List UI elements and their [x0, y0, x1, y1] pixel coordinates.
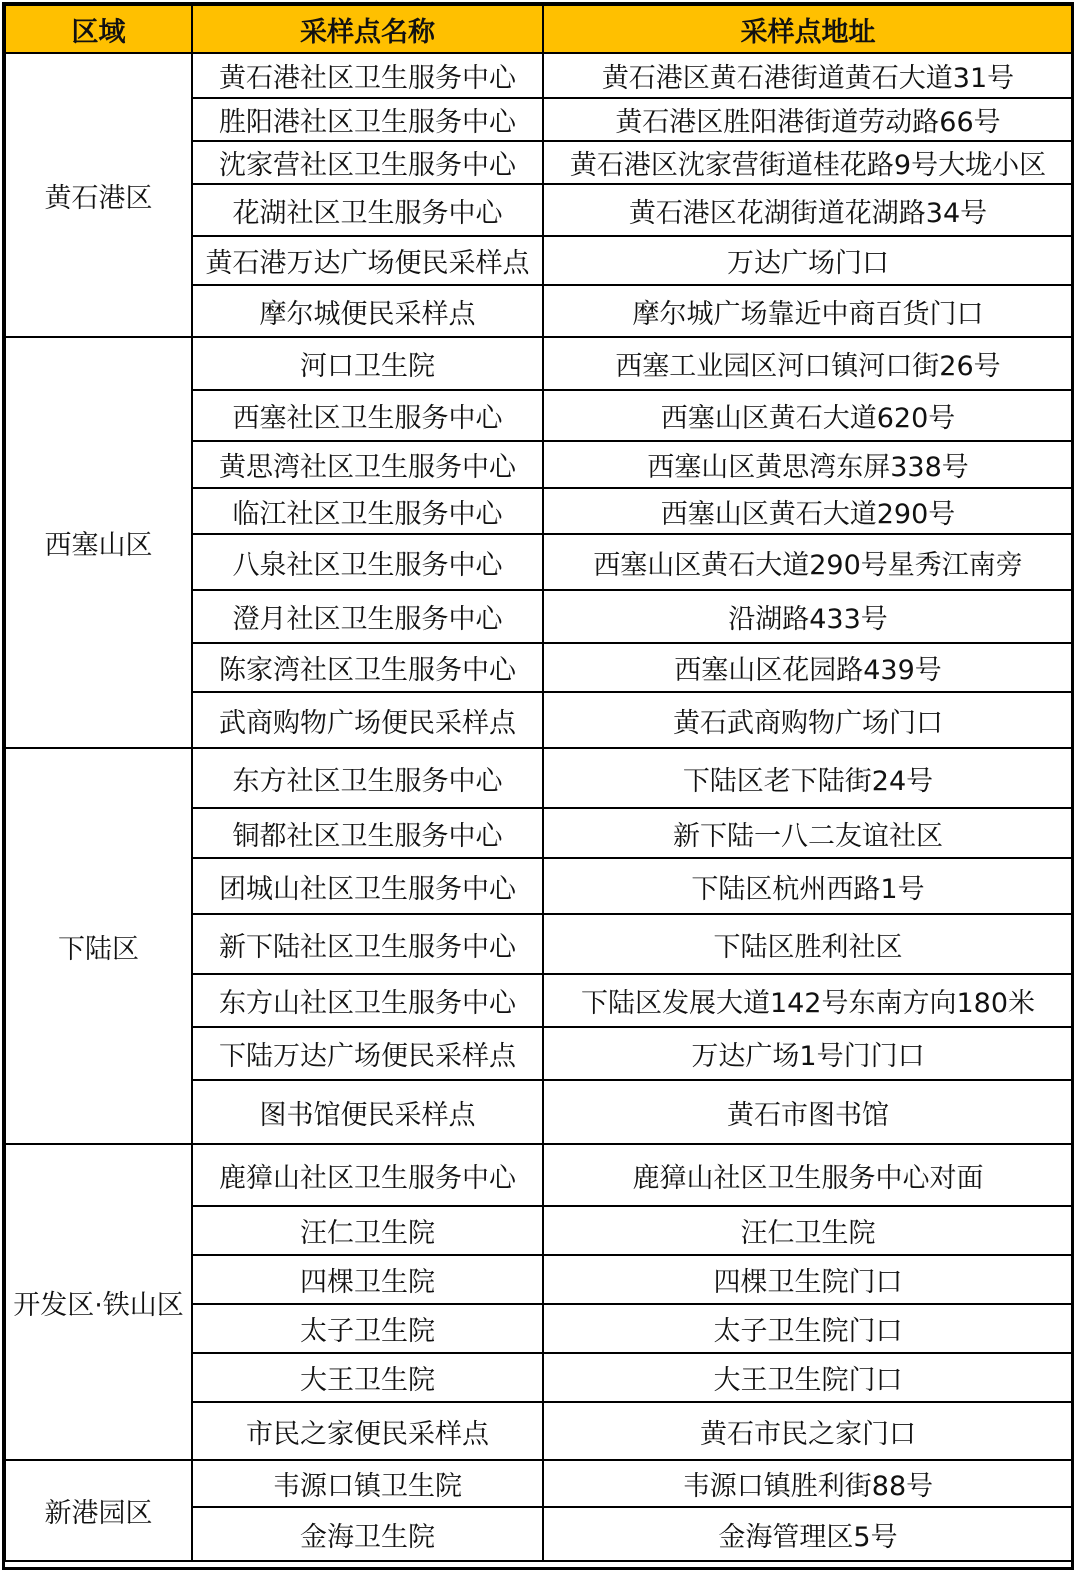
site-name-cell: 八泉社区卫生服务中心 — [192, 534, 543, 590]
site-name-cell: 胜阳港社区卫生服务中心 — [192, 98, 543, 141]
site-address-cell: 黄石港区黄石港街道黄石大道31号 — [543, 53, 1073, 98]
site-address-cell: 万达广场门口 — [543, 236, 1073, 285]
site-name-cell: 黄石港万达广场便民采样点 — [192, 236, 543, 285]
site-address-cell: 沿湖路433号 — [543, 590, 1073, 643]
site-address-cell: 万达广场1号门门口 — [543, 1027, 1073, 1080]
site-name-cell: 新下陆社区卫生服务中心 — [192, 914, 543, 974]
site-address-cell: 西塞山区花园路439号 — [543, 643, 1073, 692]
table-row — [5, 748, 1073, 808]
site-name-cell: 铜都社区卫生服务中心 — [192, 808, 543, 858]
district-cell: 黄石港区 — [5, 53, 192, 337]
site-address-cell: 西塞山区黄思湾东屏338号 — [543, 441, 1073, 488]
table-header-row — [5, 5, 1073, 53]
site-name-cell: 武商购物广场便民采样点 — [192, 692, 543, 748]
site-address-cell: 大王卫生院门口 — [543, 1353, 1073, 1402]
site-name-cell: 大王卫生院 — [192, 1353, 543, 1402]
site-name-cell: 西塞社区卫生服务中心 — [192, 390, 543, 441]
site-name-cell: 澄月社区卫生服务中心 — [192, 590, 543, 643]
site-name-cell: 图书馆便民采样点 — [192, 1080, 543, 1144]
table-body — [5, 53, 1073, 1561]
site-address-cell: 下陆区老下陆街24号 — [543, 748, 1073, 808]
site-address-cell: 摩尔城广场靠近中商百货门口 — [543, 285, 1073, 337]
site-address-cell: 黄石港区胜阳港街道劳动路66号 — [543, 98, 1073, 141]
site-address-cell: 太子卫生院门口 — [543, 1304, 1073, 1353]
site-address-cell: 新下陆一八二友谊社区 — [543, 808, 1073, 858]
site-address-cell: 西塞山区黄石大道620号 — [543, 390, 1073, 441]
district-cell: 开发区·铁山区 — [5, 1144, 192, 1460]
site-name-cell: 团城山社区卫生服务中心 — [192, 858, 543, 914]
site-name-cell: 四棵卫生院 — [192, 1255, 543, 1304]
table-row — [5, 53, 1073, 98]
site-address-cell: 西塞工业园区河口镇河口街26号 — [543, 337, 1073, 390]
site-address-cell: 黄石港区沈家营街道桂花路9号大垅小区 — [543, 141, 1073, 184]
site-address-cell: 黄石港区花湖街道花湖路34号 — [543, 184, 1073, 236]
district-cell: 新港园区 — [5, 1460, 192, 1561]
site-address-cell: 鹿獐山社区卫生服务中心对面 — [543, 1144, 1073, 1206]
site-address-cell: 金海管理区5号 — [543, 1507, 1073, 1561]
header-site-name: 采样点名称 — [192, 5, 543, 53]
site-name-cell: 太子卫生院 — [192, 1304, 543, 1353]
district-cell: 下陆区 — [5, 748, 192, 1144]
site-name-cell: 沈家营社区卫生服务中心 — [192, 141, 543, 184]
site-address-cell: 黄石武商购物广场门口 — [543, 692, 1073, 748]
site-address-cell: 黄石市民之家门口 — [543, 1402, 1073, 1460]
site-name-cell: 黄石港社区卫生服务中心 — [192, 53, 543, 98]
sampling-points-table — [4, 4, 1074, 1562]
site-address-cell: 黄石市图书馆 — [543, 1080, 1073, 1144]
site-name-cell: 韦源口镇卫生院 — [192, 1460, 543, 1507]
site-name-cell: 河口卫生院 — [192, 337, 543, 390]
site-name-cell: 黄思湾社区卫生服务中心 — [192, 441, 543, 488]
header-site-address: 采样点地址 — [543, 5, 1073, 53]
header-district: 区域 — [5, 5, 192, 53]
site-name-cell: 陈家湾社区卫生服务中心 — [192, 643, 543, 692]
site-address-cell: 汪仁卫生院 — [543, 1206, 1073, 1255]
table-row — [5, 337, 1073, 390]
table-row — [5, 1460, 1073, 1507]
district-cell: 西塞山区 — [5, 337, 192, 748]
site-name-cell: 下陆万达广场便民采样点 — [192, 1027, 543, 1080]
site-name-cell: 汪仁卫生院 — [192, 1206, 543, 1255]
site-address-cell: 西塞山区黄石大道290号 — [543, 488, 1073, 534]
site-name-cell: 临江社区卫生服务中心 — [192, 488, 543, 534]
table-row — [5, 1144, 1073, 1206]
site-name-cell: 花湖社区卫生服务中心 — [192, 184, 543, 236]
sampling-table-container — [4, 4, 1072, 1568]
site-name-cell: 东方山社区卫生服务中心 — [192, 974, 543, 1027]
site-address-cell: 下陆区杭州西路1号 — [543, 858, 1073, 914]
site-address-cell: 四棵卫生院门口 — [543, 1255, 1073, 1304]
site-address-cell: 韦源口镇胜利街88号 — [543, 1460, 1073, 1507]
site-name-cell: 鹿獐山社区卫生服务中心 — [192, 1144, 543, 1206]
site-name-cell: 金海卫生院 — [192, 1507, 543, 1561]
site-address-cell: 下陆区胜利社区 — [543, 914, 1073, 974]
site-name-cell: 摩尔城便民采样点 — [192, 285, 543, 337]
site-address-cell: 西塞山区黄石大道290号星秀江南旁 — [543, 534, 1073, 590]
site-address-cell: 下陆区发展大道142号东南方向180米 — [543, 974, 1073, 1027]
site-name-cell: 市民之家便民采样点 — [192, 1402, 543, 1460]
site-name-cell: 东方社区卫生服务中心 — [192, 748, 543, 808]
